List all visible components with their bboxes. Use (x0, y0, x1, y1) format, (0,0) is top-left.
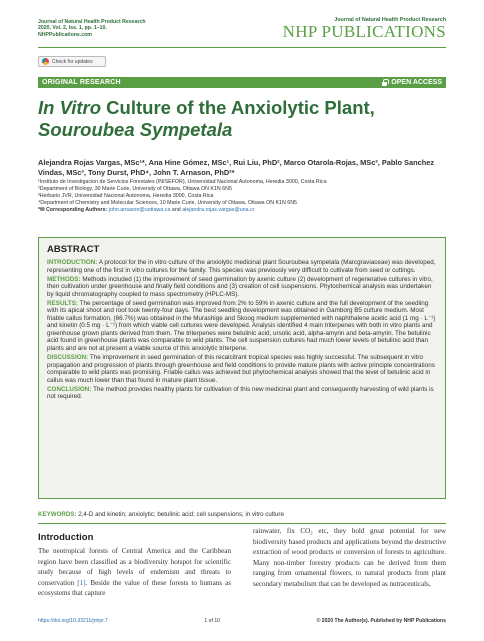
affiliation-1: ¹Instituto de Investigacion de Servicios Forestales (INISEFOR), Universidad Nacional Autonoma, Heredia 3000, Costa Rica (38, 179, 327, 185)
conclusion-label: CONCLUSION: (47, 385, 92, 393)
introduction-heading: Introduction (38, 532, 94, 543)
check-updates-label: Check for updates (52, 58, 93, 65)
journal-citation (38, 19, 146, 38)
journal-name-right: Journal of Natural Health Product Research (334, 17, 446, 23)
methods-text: Methods included (1) the improvement of seed germination by axenic culture (2) development of regenerative cultures in vitro, then cultivation under greenhouse and finally field conditions and (3) creation of cell suspensions. Phytochemical analysis was undertaken by liquid chromatography coupled to mass spectrometry (HPLC-MS). (47, 275, 433, 298)
affiliation-4: ⁴Department of Chemistry and Molecular Sciences, 10 Marie Curie, University of Ottawa, Ottawa ON K1N 6N5 (38, 199, 297, 206)
keywords-text: 2,4-D and kinetin; anxiolytic; betulinic acid; cell suspensions; in vitro culture (76, 511, 284, 518)
introduction-text: A protocol for the in vitro culture of the anxiolytic medicinal plant Souroubea sympetala (Marcgraviaceae) was developed, representing one of the first in vitro cultures for the family. This species was previously very difficult to cultivate from seed or cuttings. (47, 259, 436, 274)
doi-link[interactable]: https://doi.org/10.33211/jnhpr.7 (38, 618, 108, 624)
section-banner (38, 77, 446, 88)
publisher-block (283, 17, 446, 41)
abstract-introduction (47, 259, 437, 274)
email-link-1[interactable]: john.arnason@uottawa.ca (108, 206, 171, 213)
correspondence-line (38, 207, 446, 214)
website-link[interactable]: NHPPublications.com (38, 31, 92, 38)
results-text: The percentage of seed germination was improved from 2% to 59% in axenic culture and the full development of the seedling with its apical shoot and root took twenty-four days. The best seedling development was obtained in Gamborg B5 culture medium. Most friable callus formation, (66.7%) was obtained in the Murashige and Skoog medium supplemented with naphthalene acetic acid (1 mg · L⁻¹) and kinetin (0.5 mg · L⁻¹) from which viable cell cultures were developed. Analysis identified 4 main triterpenes with both in vitro plants and greenhouse grown plants derived from them. The triterpenes were betulinic acid, ursolic acid, alpha-amyrin and beta-amyrin. The betulinic acid found in greenhouse plants was comparable to wild plants. The cell suspension cultures had much lower levels of betulinic acid than plants and are not at present a viable source of this anxiolytic triterpene. (47, 299, 436, 353)
page-number: 1 of 10 (204, 618, 220, 624)
keywords-divider (38, 523, 446, 524)
open-lock-icon (382, 79, 387, 86)
affiliations (38, 179, 446, 214)
abstract-results (47, 300, 437, 353)
journal-name-left: Journal of Natural Health Product Research (38, 19, 146, 25)
keywords-label: KEYWORDS: (38, 511, 77, 518)
discussion-text: The improvement in seed germination of this recalcitrant tropical species was highly successful. The subsequent in vitro propagation and progression of plants through greenhouse and field conditions to provide mature plants with active principle concentrations comparable to wild plants was promising. Friable callus was achieved but phytochemical analysis showed that the level of betulinic acid in callus was much lower than that found in mature plant tissue. (47, 354, 435, 384)
affiliation-2: ²Department of Biology, 30 Marie Curie, University of Ottawa, Ottawa ON K1N 6N5 (38, 185, 232, 192)
abstract-conclusion (47, 386, 437, 401)
abstract-methods (47, 276, 437, 299)
open-access-label: OPEN ACCESS (391, 79, 442, 86)
results-label: RESULTS: (47, 299, 79, 307)
correspondence-conj: and (171, 206, 181, 213)
introduction-label: INTRODUCTION: (47, 259, 98, 266)
abstract-heading: ABSTRACT (47, 244, 100, 255)
affiliation-3: ³Herbario JVR, Universidad Nacional Autonoma, Heredia 3000, Costa Rica (38, 192, 214, 199)
body-column-left (38, 546, 231, 599)
header-divider (38, 47, 446, 48)
check-for-updates-button[interactable] (38, 56, 106, 67)
open-access-badge (382, 79, 442, 86)
intro-left-text: The neotropical forests of Central America and the Caribbean region have been classified as a biodiversity hotspot for scientific study because of high levels of endemism and threats to conservation (38, 547, 231, 587)
section-label: ORIGINAL RESEARCH (42, 79, 121, 86)
reference-link-1[interactable]: [1] (77, 578, 86, 587)
abstract-discussion (47, 354, 437, 384)
abstract-box (38, 237, 446, 499)
title-italic: In Vitro (38, 97, 102, 118)
methods-label: METHODS: (47, 275, 81, 283)
body-column-right: rainwater, fix CO₂ etc, they hold great potential for new biodiversity based products and applications beyond the destructive extraction of wood products or conversion of forests to agriculture. Many non-timber forestry products can be derived from them ranging from ornamental flowers, to natural products from plant secondary metabolism that can be developed as nutraceuticals, (253, 527, 446, 588)
conclusion-text: The method provides healthy plants for cultivation of this new medicinal plant and consequently harvesting of wild plants is not required. (47, 385, 434, 401)
discussion-label: DISCUSSION: (47, 354, 89, 362)
author-list: Alejandra Rojas Vargas, MSc¹*, Ana Hine Gómez, MSc¹, Rui Liu, PhD², Marco Otarola-Rojas, MSc³, Pablo Sanchez Vindas, MSc³, Tony Durst, PhD⁴, John T. Arnason, PhD²* (38, 158, 435, 177)
copyright-notice: © 2020 The Author(s). Published by NHP Publications (316, 618, 446, 624)
intro-left-text-2: . Beside the value of these forests to humans as ecosystems that capture (38, 578, 231, 598)
title-line1: Culture of the Anxiolytic Plant, (101, 97, 375, 118)
keywords-line (38, 511, 446, 518)
page-footer (38, 618, 446, 624)
title-line2: Souroubea Sympetala (38, 119, 233, 140)
publisher-logo: NHP PUBLICATIONS (282, 22, 446, 41)
email-link-2[interactable]: alejandra.rojas.vargas@una.cr (182, 206, 255, 213)
article-title (38, 97, 446, 141)
correspondence-label: *✉ Corresponding Authors: (38, 206, 108, 213)
crossmark-icon (42, 58, 49, 65)
citation-line: 2020, Vol. 2, Iss. 1, pp. 1–10. (38, 25, 107, 32)
